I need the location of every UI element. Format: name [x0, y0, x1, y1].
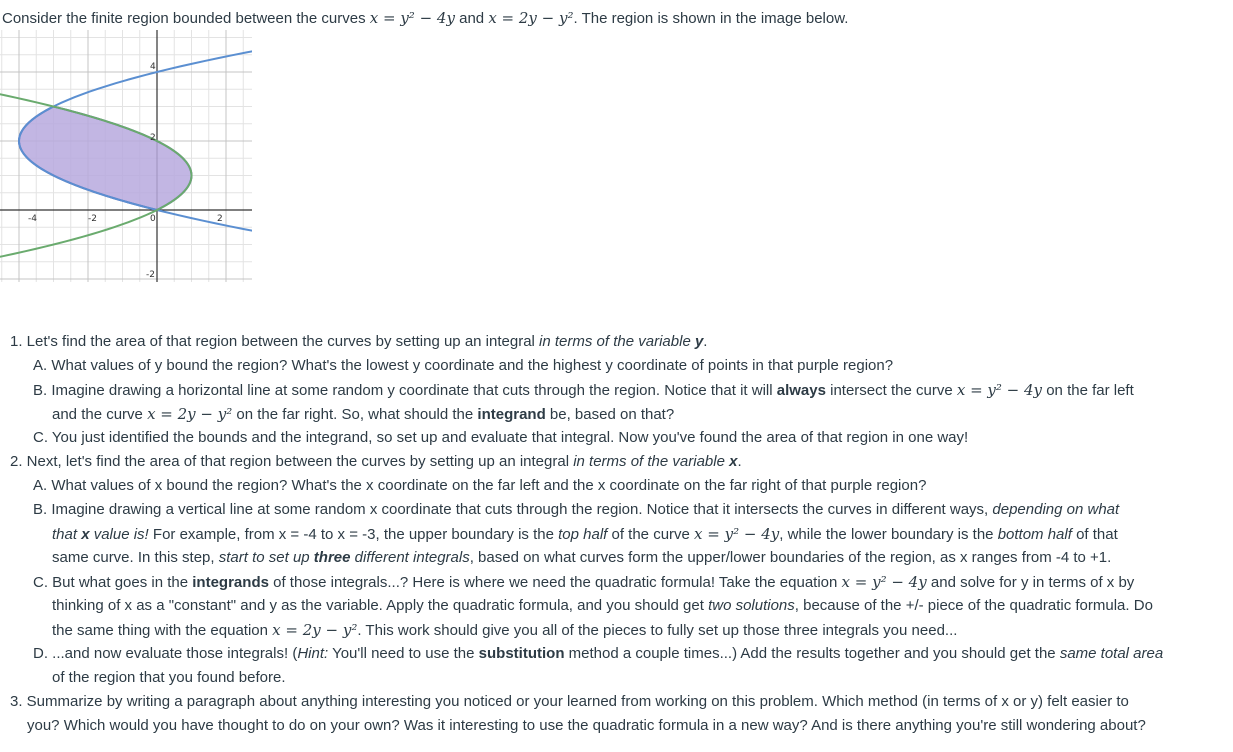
text-run: . — [737, 453, 742, 470]
q1-a: A. What values of y bound the region? What's the lowest y coordinate and the highest y coordinate of points in that purple region? — [33, 357, 894, 374]
text-run: that — [52, 526, 82, 543]
text-run: . — [703, 333, 708, 350]
text-run: in terms of the variable — [573, 453, 730, 470]
text-run: substitution — [478, 645, 565, 662]
text-run: thinking of x as a "constant" and y as the variable. Apply the quadratic formula, and you should get — [52, 597, 709, 614]
text-run: integrand — [477, 406, 546, 423]
text-run: B. Imagine drawing a vertical line at some random x coordinate that cuts through the region. Notice that it intersects the curves in different ways, — [33, 501, 993, 518]
text-run: same total area — [1059, 645, 1164, 662]
text-run: y — [694, 333, 704, 350]
text-run: , while the lower boundary is the — [779, 526, 998, 543]
text-run: x — [81, 526, 90, 543]
x-tick-label: 2 — [217, 214, 223, 224]
text-run: 2. Next, let's find the area of that region between the curves by setting up an integral — [10, 453, 574, 470]
text-run: method a couple times...) Add the results together and you should get the — [564, 645, 1060, 662]
text-run: top half — [558, 526, 608, 543]
math-run: x = 2y − y² — [147, 405, 233, 423]
text-run: , based on what curves form the upper/lower boundaries of the region, as x ranges from -4 to +1. — [469, 549, 1112, 566]
purple-region — [19, 107, 191, 211]
text-run: the same thing with the equation — [52, 622, 273, 639]
text-run: 1. Let's find the area of that region between the curves by setting up an integral — [10, 333, 540, 350]
text-run: and the curve — [52, 406, 148, 423]
text-run: Hint: — [297, 645, 329, 662]
q1-c: C. You just identified the bounds and the integrand, so set up and evaluate that integral. Now you've found the area of that region in one way! — [33, 429, 969, 446]
text-run: D. ...and now evaluate those integrals! ( — [33, 645, 298, 662]
q2-c-line2 — [52, 596, 1153, 616]
q2-d-line2: of the region that you found before. — [52, 669, 286, 686]
x-tick-label: 0 — [150, 214, 156, 224]
q1-heading — [10, 332, 707, 352]
math-run: x = 2y − y² — [272, 621, 358, 639]
text-run: B. Imagine drawing a horizontal line at some random y coordinate that cuts through the region. Notice that it will — [33, 382, 777, 399]
intro-curve2: x = 2y − y² — [488, 9, 574, 27]
q2-heading — [10, 452, 742, 472]
intro-mid: and — [454, 10, 489, 27]
text-run: in terms of the variable — [539, 333, 695, 350]
text-run: two solutions — [708, 597, 795, 614]
intro-curve1: x = y² − 4y — [369, 9, 455, 27]
text-run: For example, from x = -4 to x = -3, the upper boundary is the — [148, 526, 559, 543]
y-tick-label: -2 — [146, 270, 155, 280]
math-run: x = y² − 4y — [841, 573, 927, 591]
text-run: integrands — [192, 574, 269, 591]
q2-a: A. What values of x bound the region? What's the x coordinate on the far left and the x coordinate on the far right of that purple region? — [33, 477, 927, 494]
text-run: always — [776, 382, 826, 399]
q1-b-line2 — [52, 404, 674, 425]
q2-b-line1 — [33, 500, 1119, 520]
text-run: depending on what — [992, 501, 1120, 518]
text-run: on the far right. So, what should the — [232, 406, 478, 423]
text-run: same curve. In this step, — [52, 549, 219, 566]
math-run: x = y² − 4y — [694, 525, 780, 543]
text-run: be, based on that? — [545, 406, 675, 423]
q3-line1: 3. Summarize by writing a paragraph about anything interesting you noticed or your learned from working on this problem. Which method (in terms of x or y) felt easier to — [10, 693, 1129, 710]
text-run: different integrals — [350, 549, 470, 566]
intro-pre: Consider the finite region bounded between the curves — [2, 10, 370, 27]
intro-post: . The region is shown in the image below. — [573, 10, 849, 27]
y-tick-label: 2 — [150, 133, 156, 143]
text-run: on the far left — [1042, 382, 1134, 399]
text-run: and solve for y in terms of x by — [926, 574, 1135, 591]
text-run: bottom half — [997, 526, 1072, 543]
q1-b-line1 — [33, 380, 1134, 401]
q2-c-line1 — [33, 572, 1134, 593]
text-run: intersect the curve — [825, 382, 957, 399]
text-run: of those integrals...? Here is where we need the quadratic formula! Take the equation — [268, 574, 842, 591]
x-tick-label: -4 — [28, 214, 37, 224]
text-run: x — [729, 453, 738, 470]
region-graph — [0, 30, 252, 282]
text-run: C. But what goes in the — [33, 574, 193, 591]
q2-d-line1 — [33, 644, 1163, 664]
text-run: . This work should give you all of the pieces to fully set up those three integrals you need... — [357, 622, 958, 639]
text-run: start to set up — [218, 549, 314, 566]
text-run: three — [313, 549, 351, 566]
x-tick-label: -2 — [88, 214, 97, 224]
text-run: value is! — [89, 526, 149, 543]
q2-b-line2 — [52, 524, 1118, 545]
text-run: of that — [1071, 526, 1118, 543]
text-run: , because of the +/- piece of the quadratic formula. Do — [794, 597, 1153, 614]
q2-b-line3 — [52, 548, 1111, 568]
math-run: x = y² − 4y — [956, 381, 1043, 399]
y-tick-label: 4 — [150, 62, 156, 72]
text-run: You'll need to use the — [328, 645, 479, 662]
intro-text — [2, 8, 848, 29]
q2-c-line3 — [52, 620, 957, 641]
text-run: of the curve — [607, 526, 695, 543]
q3-line2: you? Which would you have thought to do on your own? Was it interesting to use the quadratic formula in a new way? And is there anything you're still wondering about? — [27, 717, 1146, 734]
